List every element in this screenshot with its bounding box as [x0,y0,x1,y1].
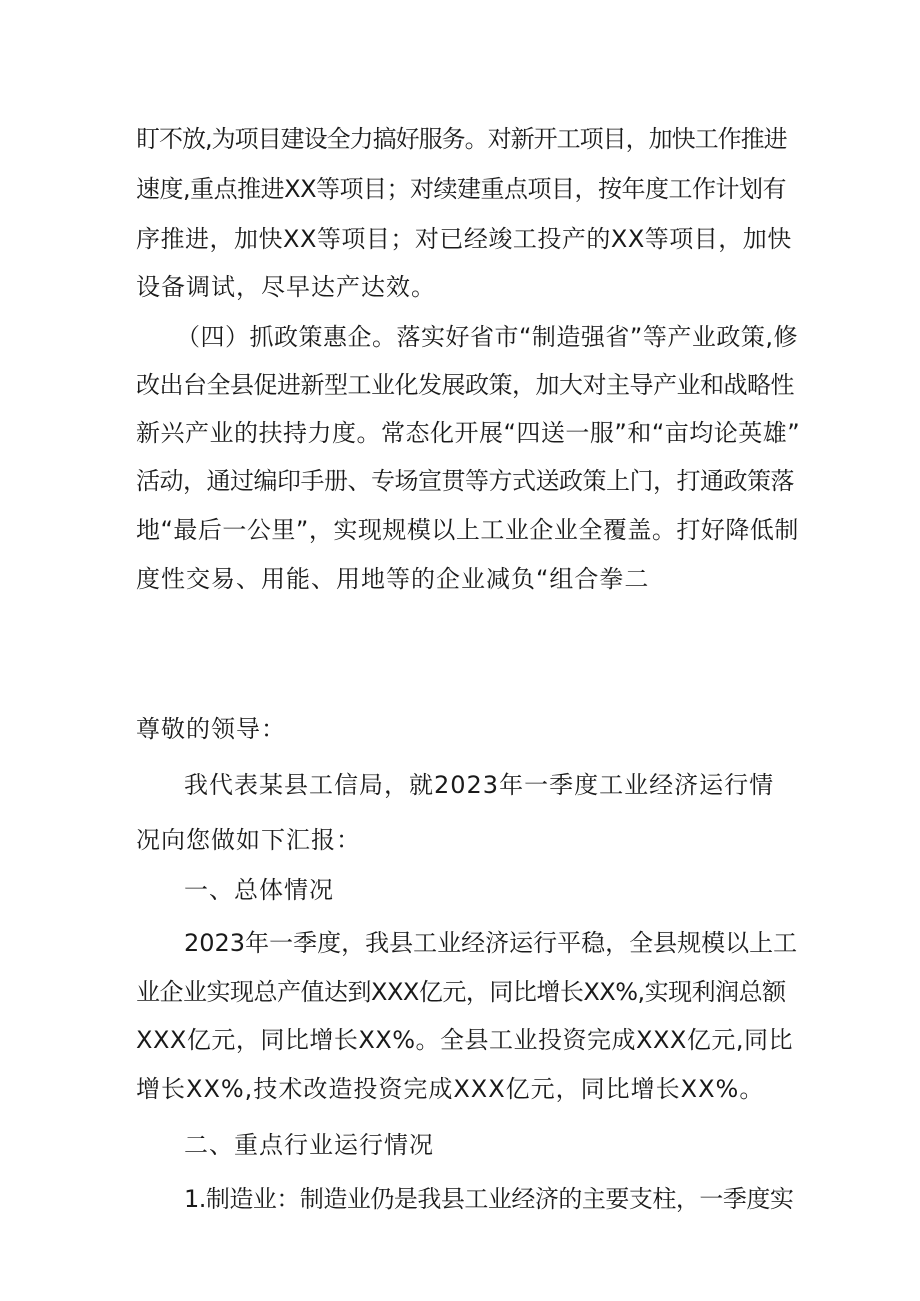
section-heading-line: （四）抓政策惠企。落实好省市“制造强省”等产业政策,修 [176,323,798,351]
paragraph-line: 改出台全县促进新型工业化发展政策，加大对主导产业和战略性 [136,371,794,399]
paragraph-line: 1.制造业：制造业仍是我县工业经济的主要支柱，一季度实 [184,1185,794,1213]
intro-line: 我代表某县工信局，就2023年一季度工业经济运行情 [184,771,775,799]
paragraph-line: 地“最后一公里”，实现规模以上工业企业全覆盖。打好降低制 [136,516,799,544]
salutation: 尊敬的领导： [136,715,286,743]
paragraph-line: 业企业实现总产值达到XXX亿元，同比增长XX%,实现利润总额 [136,978,786,1006]
paragraph-line: 盯不放,为项目建设全力搞好服务。对新开工项目，加快工作推进 [136,125,787,153]
paragraph-line: 增长XX%,技术改造投资完成XXX亿元，同比增长XX%。 [136,1075,765,1103]
paragraph-line: 活动，通过编印手册、专场宣贯等方式送政策上门，打通政策落 [136,467,794,495]
section-title: 一、总体情况 [184,876,334,904]
intro-line: 况向您做如下汇报： [136,826,361,854]
paragraph-line: 设备调试，尽早达产达效。 [136,273,436,301]
section-title: 二、重点行业运行情况 [184,1131,434,1159]
paragraph-line: 速度,重点推进XX等项目；对续建重点项目，按年度工作计划有 [136,175,787,203]
paragraph-line: 新兴产业的扶持力度。常态化开展“四送一服”和“亩均论英雄” [136,419,801,447]
paragraph-line: XXX亿元，同比增长XX%。全县工业投资完成XXX亿元,同比 [136,1026,793,1054]
paragraph-line: 序推进，加快XX等项目；对已经竣工投产的XX等项目，加快 [136,225,792,253]
paragraph-line: 2023年一季度，我县工业经济运行平稳，全县规模以上工 [184,929,798,957]
paragraph-line: 度性交易、用能、用地等的企业减负“组合拳二 [136,565,650,593]
